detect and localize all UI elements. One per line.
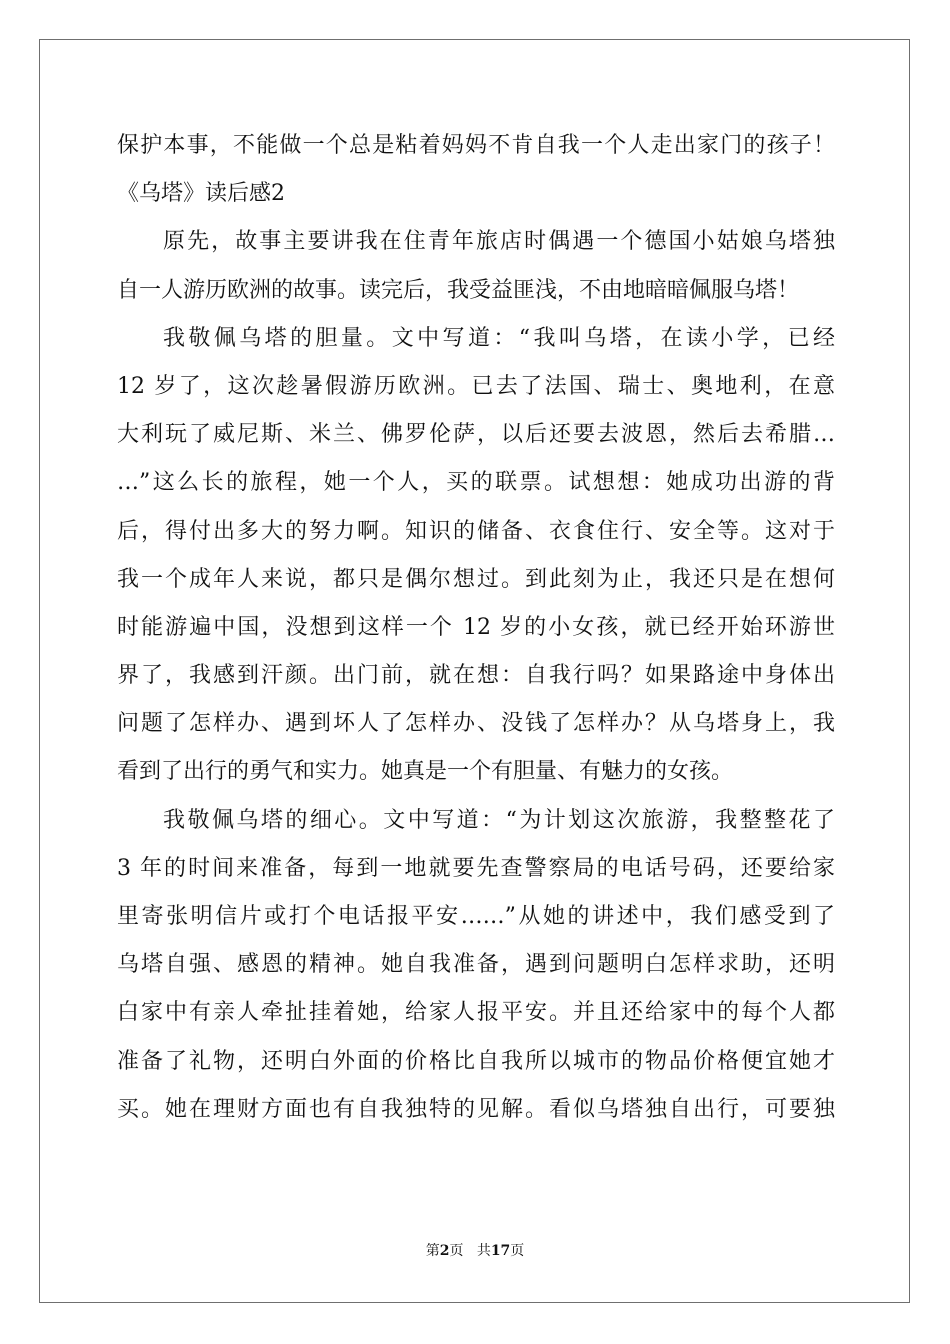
text-line: 《乌塔》读后感2 xyxy=(117,181,285,207)
text-line: 时能游遍中国，没想到这样一个 12 岁的小女孩，就已经开始环游世 xyxy=(117,614,835,640)
footer-prefix: 第 xyxy=(425,1243,440,1259)
footer-total-prefix: 共 xyxy=(476,1243,491,1259)
text-line: …”这么长的旅程，她一个人，买的联票。试想想：她成功出游的背 xyxy=(117,470,835,496)
footer-page-suffix: 页 xyxy=(449,1243,464,1259)
text-line: 大利玩了威尼斯、米兰、佛罗伦萨，以后还要去波恩，然后去希腊… xyxy=(117,422,835,448)
text-line: 里寄张明信片或打个电话报平安……”从她的讲述中，我们感受到了 xyxy=(117,904,835,929)
text-line: 看到了出行的勇气和实力。她真是一个有胆量、有魅力的女孩。 xyxy=(117,759,734,785)
text-line: 准备了礼物，还明白外面的价格比自我所以城市的物品价格便宜她才 xyxy=(117,1048,835,1074)
text-line: 白家中有亲人牵扯挂着她，给家人报平安。并且还给家中的每个人都 xyxy=(117,1000,835,1026)
text-line: 我敬佩乌塔的胆量。文中写道：“我叫乌塔，在读小学，已经 xyxy=(163,325,835,351)
text-line: 保护本事，不能做一个总是粘着妈妈不肯自我一个人走出家门的孩子！ xyxy=(117,133,835,158)
text-line: 界了，我感到汗颜。出门前，就在想：自我行吗？如果路途中身体出 xyxy=(117,663,835,689)
text-line: 3 年的时间来准备，每到一地就要先查警察局的电话号码，还要给家 xyxy=(117,855,835,881)
text-line: 我一个成年人来说，都只是偶尔想过。到此刻为止，我还只是在想何 xyxy=(117,566,835,592)
text-line: 后，得付出多大的努力啊。知识的储备、衣食住行、安全等。这对于 xyxy=(117,518,835,544)
text-line: 买。她在理财方面也有自我独特的见解。看似乌塔独自出行，可要独 xyxy=(117,1096,835,1122)
footer-total-pages: 17 xyxy=(490,1243,511,1259)
text-line: 问题了怎样办、遇到坏人了怎样办、没钱了怎样办？从乌塔身上，我 xyxy=(117,711,835,737)
document-body xyxy=(117,122,835,1134)
text-line: 原先，故事主要讲我在住青年旅店时偶遇一个德国小姑娘乌塔独 xyxy=(163,229,835,255)
footer-page-number: 2 xyxy=(439,1243,450,1259)
footer-total-suffix: 页 xyxy=(510,1243,525,1259)
text-line: 乌塔自强、感恩的精神。她自我准备，遇到问题明白怎样求助，还明 xyxy=(117,952,835,978)
page-footer xyxy=(0,1241,950,1261)
text-line: 12 岁了，这次趁暑假游历欧洲。已去了法国、瑞士、奥地利，在意 xyxy=(117,373,835,399)
text-line: 我敬佩乌塔的细心。文中写道：“为计划这次旅游，我整整花了 xyxy=(163,807,835,833)
text-line: 自一人游历欧洲的故事。读完后，我受益匪浅，不由地暗暗佩服乌塔！ xyxy=(117,277,800,303)
